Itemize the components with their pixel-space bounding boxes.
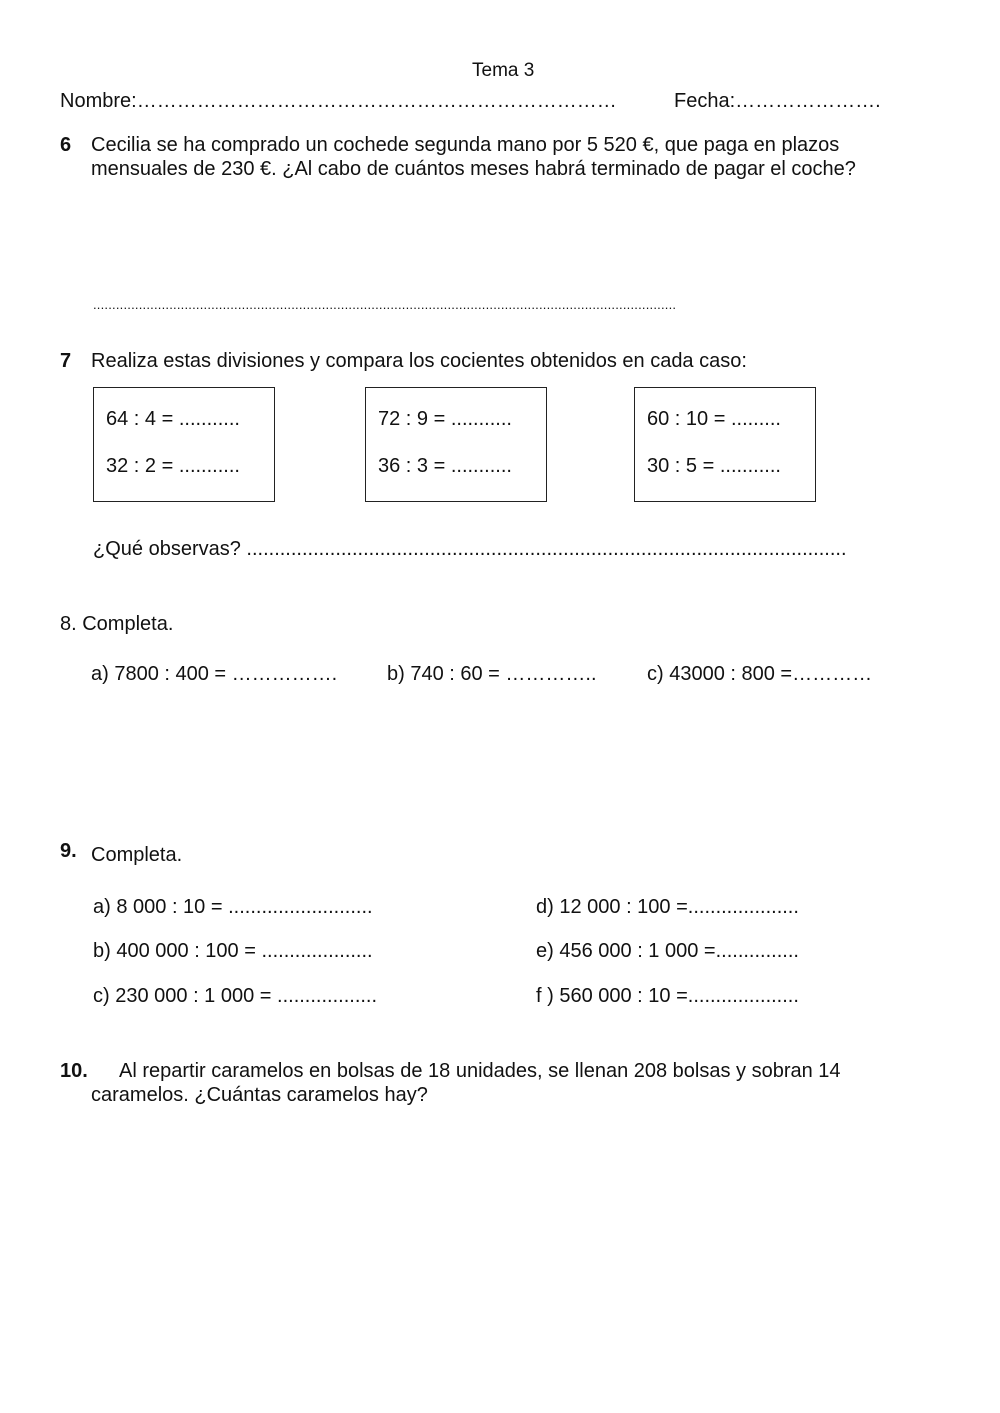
exercise-a[interactable]: a) 7800 : 400 = ……………. [91,663,338,685]
division-operation[interactable]: 60 : 10 = ......... [647,408,781,430]
name-field[interactable]: Nombre:……………………………………………………………… [60,90,617,112]
exercise-c[interactable]: c) 43000 : 800 =………… [647,663,873,685]
exercise-b[interactable]: b) 740 : 60 = ………….. [387,663,597,685]
division-operation[interactable]: 32 : 2 = ........... [106,455,240,477]
question-text: mensuales de 230 €. ¿Al cabo de cuántos meses habrá terminado de pagar el coche? [91,158,856,180]
question-number: 6 [60,134,72,156]
observation-field[interactable]: ¿Qué observas? ............................................................................................................ [93,538,847,560]
division-box [634,387,816,502]
question-text: Al repartir caramelos en bolsas de 18 unidades, se llenan 208 bolsas y sobran 14 [119,1060,841,1082]
question-number: 10. [60,1060,88,1082]
question-number: 9. [60,840,77,862]
page-title: Tema 3 [472,60,535,81]
question-text: Realiza estas divisiones y compara los cocientes obtenidos en cada caso: [91,350,747,372]
question-text: caramelos. ¿Cuántas caramelos hay? [91,1084,428,1106]
division-operation[interactable]: 72 : 9 = ........... [378,408,512,430]
exercise-d[interactable]: d) 12 000 : 100 =.................... [536,896,799,918]
division-box [93,387,275,502]
exercise-b[interactable]: b) 400 000 : 100 = .................... [93,940,373,962]
exercise-a[interactable]: a) 8 000 : 10 = .......................... [93,896,373,918]
division-operation[interactable]: 64 : 4 = ........... [106,408,240,430]
question-title: Completa. [91,844,183,866]
exercise-f[interactable]: f ) 560 000 : 10 =.................... [536,985,799,1007]
question-number: 7 [60,350,72,372]
answer-line[interactable]: ......................................................................................................................................................... [93,297,677,312]
date-field[interactable]: Fecha:…………………. [674,90,881,112]
division-operation[interactable]: 36 : 3 = ........... [378,455,512,477]
division-operation[interactable]: 30 : 5 = ........... [647,455,781,477]
question-title: 8. Completa. [60,613,174,635]
division-box [365,387,547,502]
question-text: Cecilia se ha comprado un cochede segunda mano por 5 520 €, que paga en plazos [91,134,840,156]
exercise-c[interactable]: c) 230 000 : 1 000 = .................. [93,985,378,1007]
exercise-e[interactable]: e) 456 000 : 1 000 =............... [536,940,799,962]
